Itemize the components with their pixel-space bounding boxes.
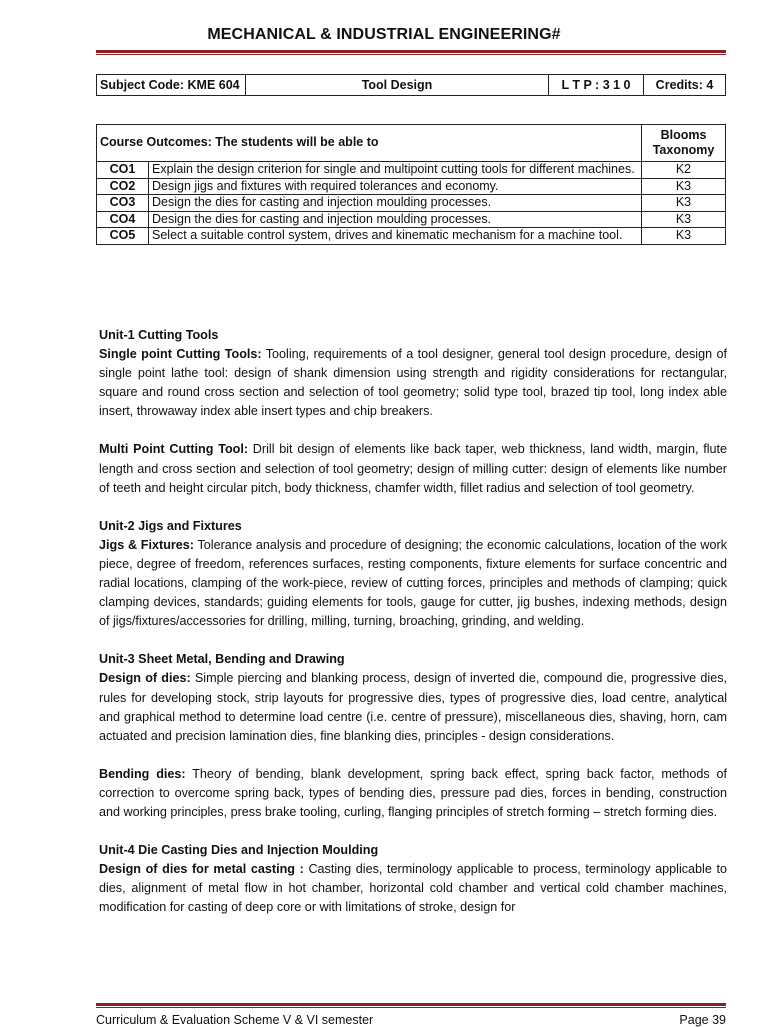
co-code: CO2 — [97, 178, 149, 195]
co-text: Select a suitable control system, drives and kinematic mechanism for a machine tool. — [149, 228, 642, 245]
table-row — [97, 195, 726, 212]
co-text: Design the dies for casting and injection moulding processes. — [149, 195, 642, 212]
table-row — [97, 228, 726, 245]
co-level: K2 — [642, 162, 726, 179]
subject-name: Tool Design — [246, 75, 549, 96]
unit-paragraph: Single point Cutting Tools: Tooling, requirements of a tool designer, general tool design procedure, design of single point lathe tool: design of shank dimension using strength and rigidity considerations for rectangular, square and round cross section and selection of tool geometry; solid type tool, brazed tip tool, long index able insert, throwaway index able insert types and chip breakers. — [99, 347, 727, 419]
subject-code: Subject Code: KME 604 — [97, 75, 246, 96]
unit-paragraph: Design of dies: Simple piercing and blanking process, design of inverted die, compound die, progressive dies, rules for developing stock, strip layouts for progressive dies, types of progressive dies, load centre, analytical and graphical method to determine load centre (i.e. centre of pressure), miscellaneous dies, shaving, horn, cam actuated and precision lamination dies, fine blanking dies, principles - design considerations. — [99, 671, 727, 743]
co-level: K3 — [642, 211, 726, 228]
co-code: CO5 — [97, 228, 149, 245]
unit-title: Unit-1 Cutting Tools — [99, 328, 219, 342]
co-level: K3 — [642, 178, 726, 195]
unit-paragraph: Bending dies: Theory of bending, blank development, spring back effect, spring back factor, methods of correction to overcome spring back, types of bending dies, pressure pad dies, forces in bending, construction and working principles, press brake tooling, curling, flanging principles of stretch forming – stretch forming dies. — [99, 766, 728, 819]
footer-rule — [96, 1003, 726, 1006]
co-text: Explain the design criterion for single and multipoint cutting tools for different machines. — [149, 162, 642, 179]
unit-paragraph: Multi Point Cutting Tool: Drill bit design of elements like back taper, web thickness, land width, margin, flute length and cross section and selection of tool geometry; design of milling cutter: design of elements like number of teeth and height circular pitch, body thickness, chamfer width, fillet radius and selection of tool geometry. — [99, 442, 728, 495]
syllabus-content — [99, 326, 727, 917]
co-level: K3 — [642, 228, 726, 245]
table-row — [97, 211, 726, 228]
unit-title: Unit-2 Jigs and Fixtures — [99, 518, 242, 533]
unit-title: Unit-3 Sheet Metal, Bending and Drawing — [99, 652, 345, 667]
table-row — [97, 178, 726, 195]
co-code: CO1 — [97, 162, 149, 179]
header-rule — [96, 50, 726, 53]
unit-paragraph: Design of dies for metal casting : Casting dies, terminology applicable to process, terminology applicable to dies, alignment of metal flow in hot chamber, horizontal cold chamber and vertical cold chamber machines, modification for casting of deep core or with limitations of stroke, design for — [99, 862, 727, 915]
co-level: K3 — [642, 195, 726, 212]
footer-rule-thin — [96, 1007, 726, 1008]
page-header-title: MECHANICAL & INDUSTRIAL ENGINEERING# — [207, 26, 561, 43]
co-code: CO3 — [97, 195, 149, 212]
footer-left: Curriculum & Evaluation Scheme V & VI semester — [96, 1013, 374, 1027]
page-number: Page 39 — [679, 1013, 726, 1027]
course-outcomes-table — [96, 124, 726, 245]
table-row — [97, 162, 726, 179]
co-text: Design jigs and fixtures with required tolerances and economy. — [149, 178, 642, 195]
blooms-heading: Blooms Taxonomy — [642, 125, 726, 162]
subject-credits: Credits: 4 — [644, 75, 726, 96]
subject-ltp: L T P : 3 1 0 — [549, 75, 644, 96]
header-rule-thin — [96, 54, 726, 55]
outcomes-heading: Course Outcomes: The students will be able to — [97, 125, 642, 162]
co-code: CO4 — [97, 211, 149, 228]
unit-paragraph: Jigs & Fixtures: Tolerance analysis and procedure of designing; the economic calculations, location of the work piece, degree of freedom, references surfaces, resting components, fixture elements for surface concentric and radial locations, clamping of the work-piece, review of cutting forces, principles and methods of clamping; quick clamping devices, standards; guiding elements for tools, gauge for cutter, jig bushes, indexing methods, design of jigs/fixtures/accessories for drilling, milling, turning, broaching, grinding, and welding. — [99, 537, 727, 629]
subject-table — [96, 74, 726, 96]
co-text: Design the dies for casting and injection moulding processes. — [149, 211, 642, 228]
unit-title: Unit-4 Die Casting Dies and Injection Moulding — [99, 843, 379, 858]
